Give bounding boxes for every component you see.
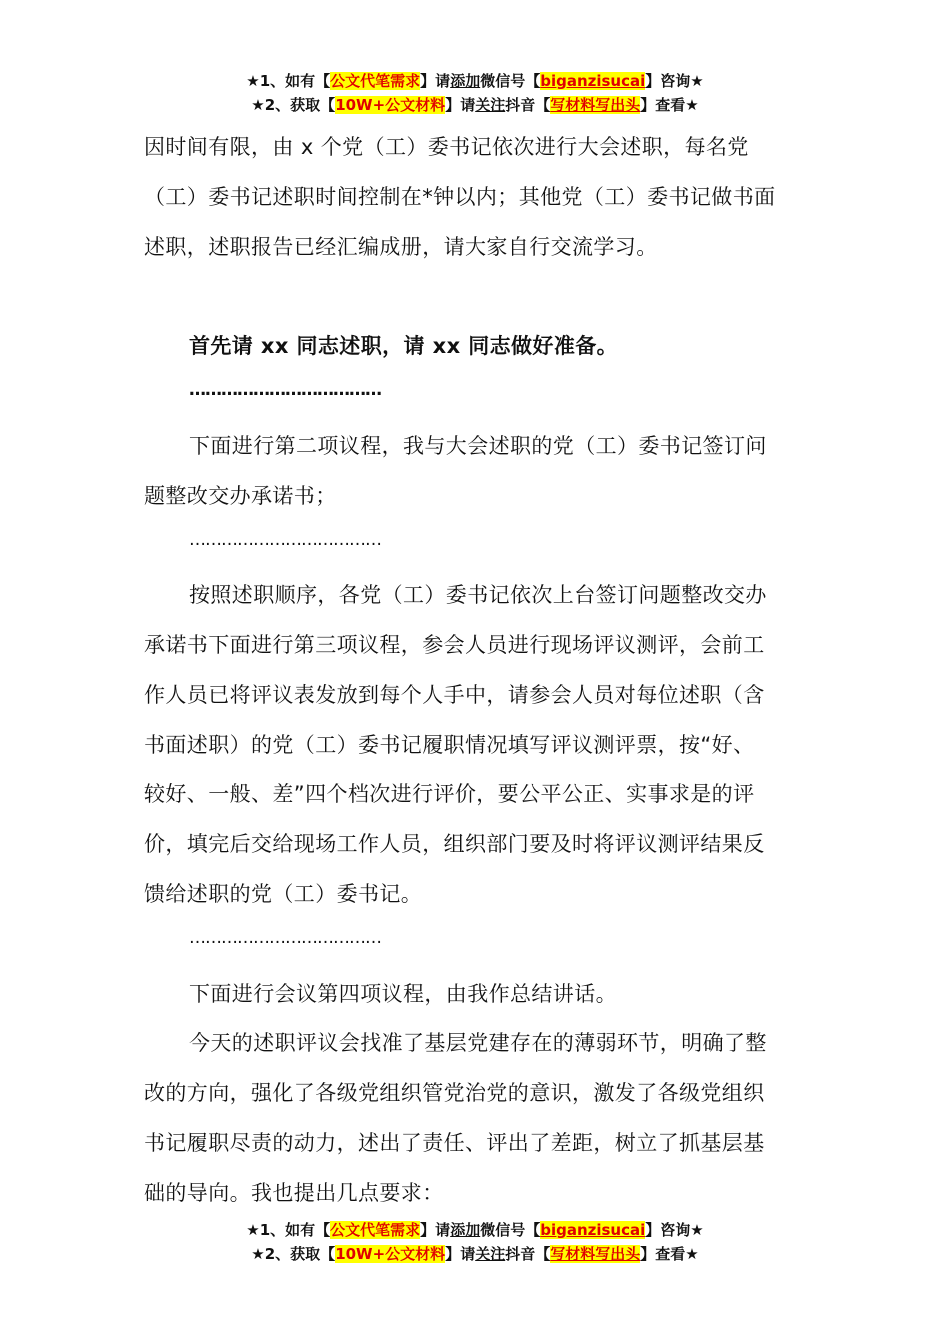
douyin-id: 写材料写出头: [550, 1245, 641, 1263]
banner-line-2: [0, 1242, 950, 1266]
text-line: 书面述职）的党（工）委书记履职情况填写评议测评票，按“好、: [144, 733, 755, 757]
t: 】咨询★: [645, 72, 704, 90]
ellipsis: ………………………………: [189, 380, 381, 400]
t: 】请: [445, 96, 476, 114]
t: 】请: [445, 1245, 476, 1263]
t: 】咨询★: [645, 1221, 704, 1239]
t: 微信号【: [480, 72, 541, 90]
text-line: 首先请 xx 同志述职，请 xx 同志做好准备。: [189, 334, 619, 358]
t: 】请: [420, 72, 451, 90]
banner-line-2: [0, 93, 950, 117]
text-line: 价，填完后交给现场工作人员，组织部门要及时将评议测评结果反: [144, 832, 765, 856]
t: 微信号【: [480, 1221, 541, 1239]
t: ★2、获取【: [251, 96, 336, 114]
t: 抖音【: [505, 1245, 551, 1263]
ellipsis: ………………………………: [189, 928, 381, 948]
banner-line-1: [0, 1218, 950, 1242]
t: 】查看★: [640, 1245, 699, 1263]
text-line: 下面进行第二项议程，我与大会述职的党（工）委书记签订问: [189, 434, 767, 458]
text-line: （工）委书记述职时间控制在*钟以内；其他党（工）委书记做书面: [144, 185, 776, 209]
text-line: 础的导向。我也提出几点要求：: [144, 1181, 444, 1205]
douyin-id: 写材料写出头: [550, 96, 641, 114]
text-line: 较好、一般、差”四个档次进行评价，要公平公正、实事求是的评: [144, 782, 755, 806]
text-line: 今天的述职评议会找准了基层党建存在的薄弱环节，明确了整: [189, 1031, 767, 1055]
text-line: 承诺书下面进行第三项议程，参会人员进行现场评议测评，会前工: [144, 633, 765, 657]
t: ★1、如有【: [246, 72, 331, 90]
t: 添加: [450, 1221, 481, 1239]
t: 】请: [420, 1221, 451, 1239]
t: 添加: [450, 72, 481, 90]
highlight: 10W+公文材料: [335, 1245, 446, 1263]
t: 】查看★: [640, 96, 699, 114]
t: 关注: [475, 96, 506, 114]
footer-banner: [0, 1218, 950, 1266]
text-line: 按照述职顺序，各党（工）委书记依次上台签订问题整改交办: [189, 583, 767, 607]
t: ★1、如有【: [246, 1221, 331, 1239]
highlight: 公文代笔需求: [330, 1221, 421, 1239]
text-line: 题整改交办承诺书；: [144, 484, 337, 508]
highlight: 公文代笔需求: [330, 72, 421, 90]
text-line: 下面进行会议第四项议程，由我作总结讲话。: [189, 982, 617, 1006]
wechat-id: biganzisucai: [540, 1221, 646, 1239]
text-line: 因时间有限，由 x 个党（工）委书记依次进行大会述职，每名党: [144, 135, 749, 159]
highlight: 10W+公文材料: [335, 96, 446, 114]
header-banner: [0, 69, 950, 117]
wechat-id: biganzisucai: [540, 72, 646, 90]
t: 关注: [475, 1245, 506, 1263]
text-line: 馈给述职的党（工）委书记。: [144, 882, 423, 906]
banner-line-1: [0, 69, 950, 93]
ellipsis: ………………………………: [189, 530, 381, 550]
text-line: 述职，述职报告已经汇编成册，请大家自行交流学习。: [144, 235, 658, 259]
t: ★2、获取【: [251, 1245, 336, 1263]
text-line: 作人员已将评议表发放到每个人手中，请参会人员对每位述职（含: [144, 683, 765, 707]
text-line: 书记履职尽责的动力，述出了责任、评出了差距，树立了抓基层基: [144, 1131, 765, 1155]
text-line: 改的方向，强化了各级党组织管党治党的意识，激发了各级党组织: [144, 1081, 765, 1105]
t: 抖音【: [505, 96, 551, 114]
